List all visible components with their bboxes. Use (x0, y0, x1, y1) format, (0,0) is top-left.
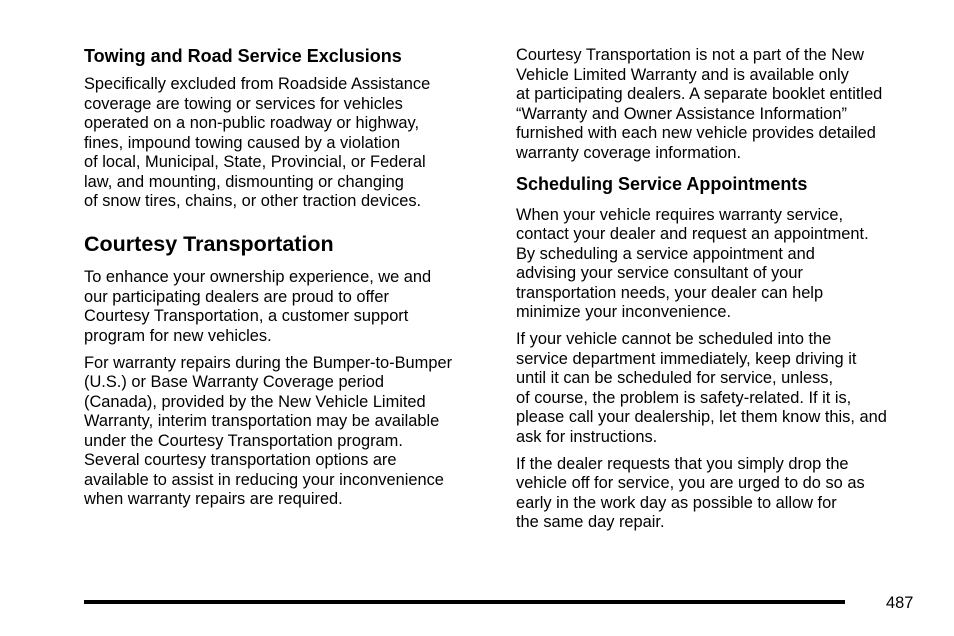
scheduling-p2-line: service department immediately, keep driving it (516, 350, 857, 368)
scheduling-p2-line: ask for instructions. (516, 428, 658, 446)
scheduling-p1-line: When your vehicle requires warranty service, (516, 206, 844, 224)
courtesy-p2-line: under the Courtesy Transportation program. (84, 432, 403, 450)
towing-line: of local, Municipal, State, Provincial, or Federal (84, 153, 426, 171)
footer-rule (84, 600, 845, 604)
courtesy-p2-line: For warranty repairs during the Bumper-to-Bumper (84, 354, 453, 372)
courtesy-p2-line: Warranty, interim transportation may be available (84, 412, 440, 430)
intro-line: warranty coverage information. (516, 144, 742, 162)
towing-heading: Towing and Road Service Exclusions (84, 46, 402, 66)
scheduling-p1-line: advising your service consultant of your (516, 264, 803, 282)
courtesy-p2-line: (Canada), provided by the New Vehicle Limited (84, 393, 426, 411)
scheduling-p2-line: If your vehicle cannot be scheduled into the (516, 330, 832, 348)
scheduling-p1-line: transportation needs, your dealer can help (516, 284, 824, 302)
towing-line: operated on a non-public roadway or highway, (84, 114, 420, 132)
courtesy-p2-line: available to assist in reducing your inconvenience (84, 471, 444, 489)
courtesy-p1-line: our participating dealers are proud to offer (84, 288, 389, 306)
courtesy-heading: Courtesy Transportation (84, 232, 334, 256)
intro-line: furnished with each new vehicle provides detailed (516, 124, 876, 142)
courtesy-p1-line: Courtesy Transportation, a customer support (84, 307, 409, 325)
towing-line: law, and mounting, dismounting or changing (84, 173, 404, 191)
courtesy-p2-line: (U.S.) or Base Warranty Coverage period (84, 373, 385, 391)
scheduling-p1-line: By scheduling a service appointment and (516, 245, 815, 263)
towing-line: Specifically excluded from Roadside Assistance (84, 75, 431, 93)
scheduling-p1-line: minimize your inconvenience. (516, 303, 731, 321)
scheduling-p3-line: early in the work day as possible to allow for (516, 494, 837, 512)
scheduling-p2-line: until it can be scheduled for service, unless, (516, 369, 834, 387)
page-number: 487 (886, 594, 914, 612)
scheduling-p2-line: please call your dealership, let them know this, and (516, 408, 887, 426)
towing-line: fines, impound towing caused by a violation (84, 134, 401, 152)
courtesy-p1-line: program for new vehicles. (84, 327, 272, 345)
towing-line: of snow tires, chains, or other traction devices. (84, 192, 422, 210)
intro-line: at participating dealers. A separate booklet entitled (516, 85, 883, 103)
scheduling-p3-line: If the dealer requests that you simply drop the (516, 455, 849, 473)
scheduling-p2-line: of course, the problem is safety-related. If it is, (516, 389, 852, 407)
scheduling-p3-line: vehicle off for service, you are urged to do so as (516, 474, 865, 492)
intro-line: “Warranty and Owner Assistance Information” (516, 105, 847, 123)
courtesy-p1-line: To enhance your ownership experience, we and (84, 268, 432, 286)
scheduling-p3-line: the same day repair. (516, 513, 665, 531)
intro-line: Courtesy Transportation is not a part of the New (516, 46, 865, 64)
courtesy-p2-line: when warranty repairs are required. (84, 490, 343, 508)
scheduling-heading: Scheduling Service Appointments (516, 174, 808, 194)
scheduling-p1-line: contact your dealer and request an appointment. (516, 225, 869, 243)
towing-line: coverage are towing or services for vehicles (84, 95, 403, 113)
intro-line: Vehicle Limited Warranty and is available only (516, 66, 849, 84)
courtesy-p2-line: Several courtesy transportation options are (84, 451, 397, 469)
